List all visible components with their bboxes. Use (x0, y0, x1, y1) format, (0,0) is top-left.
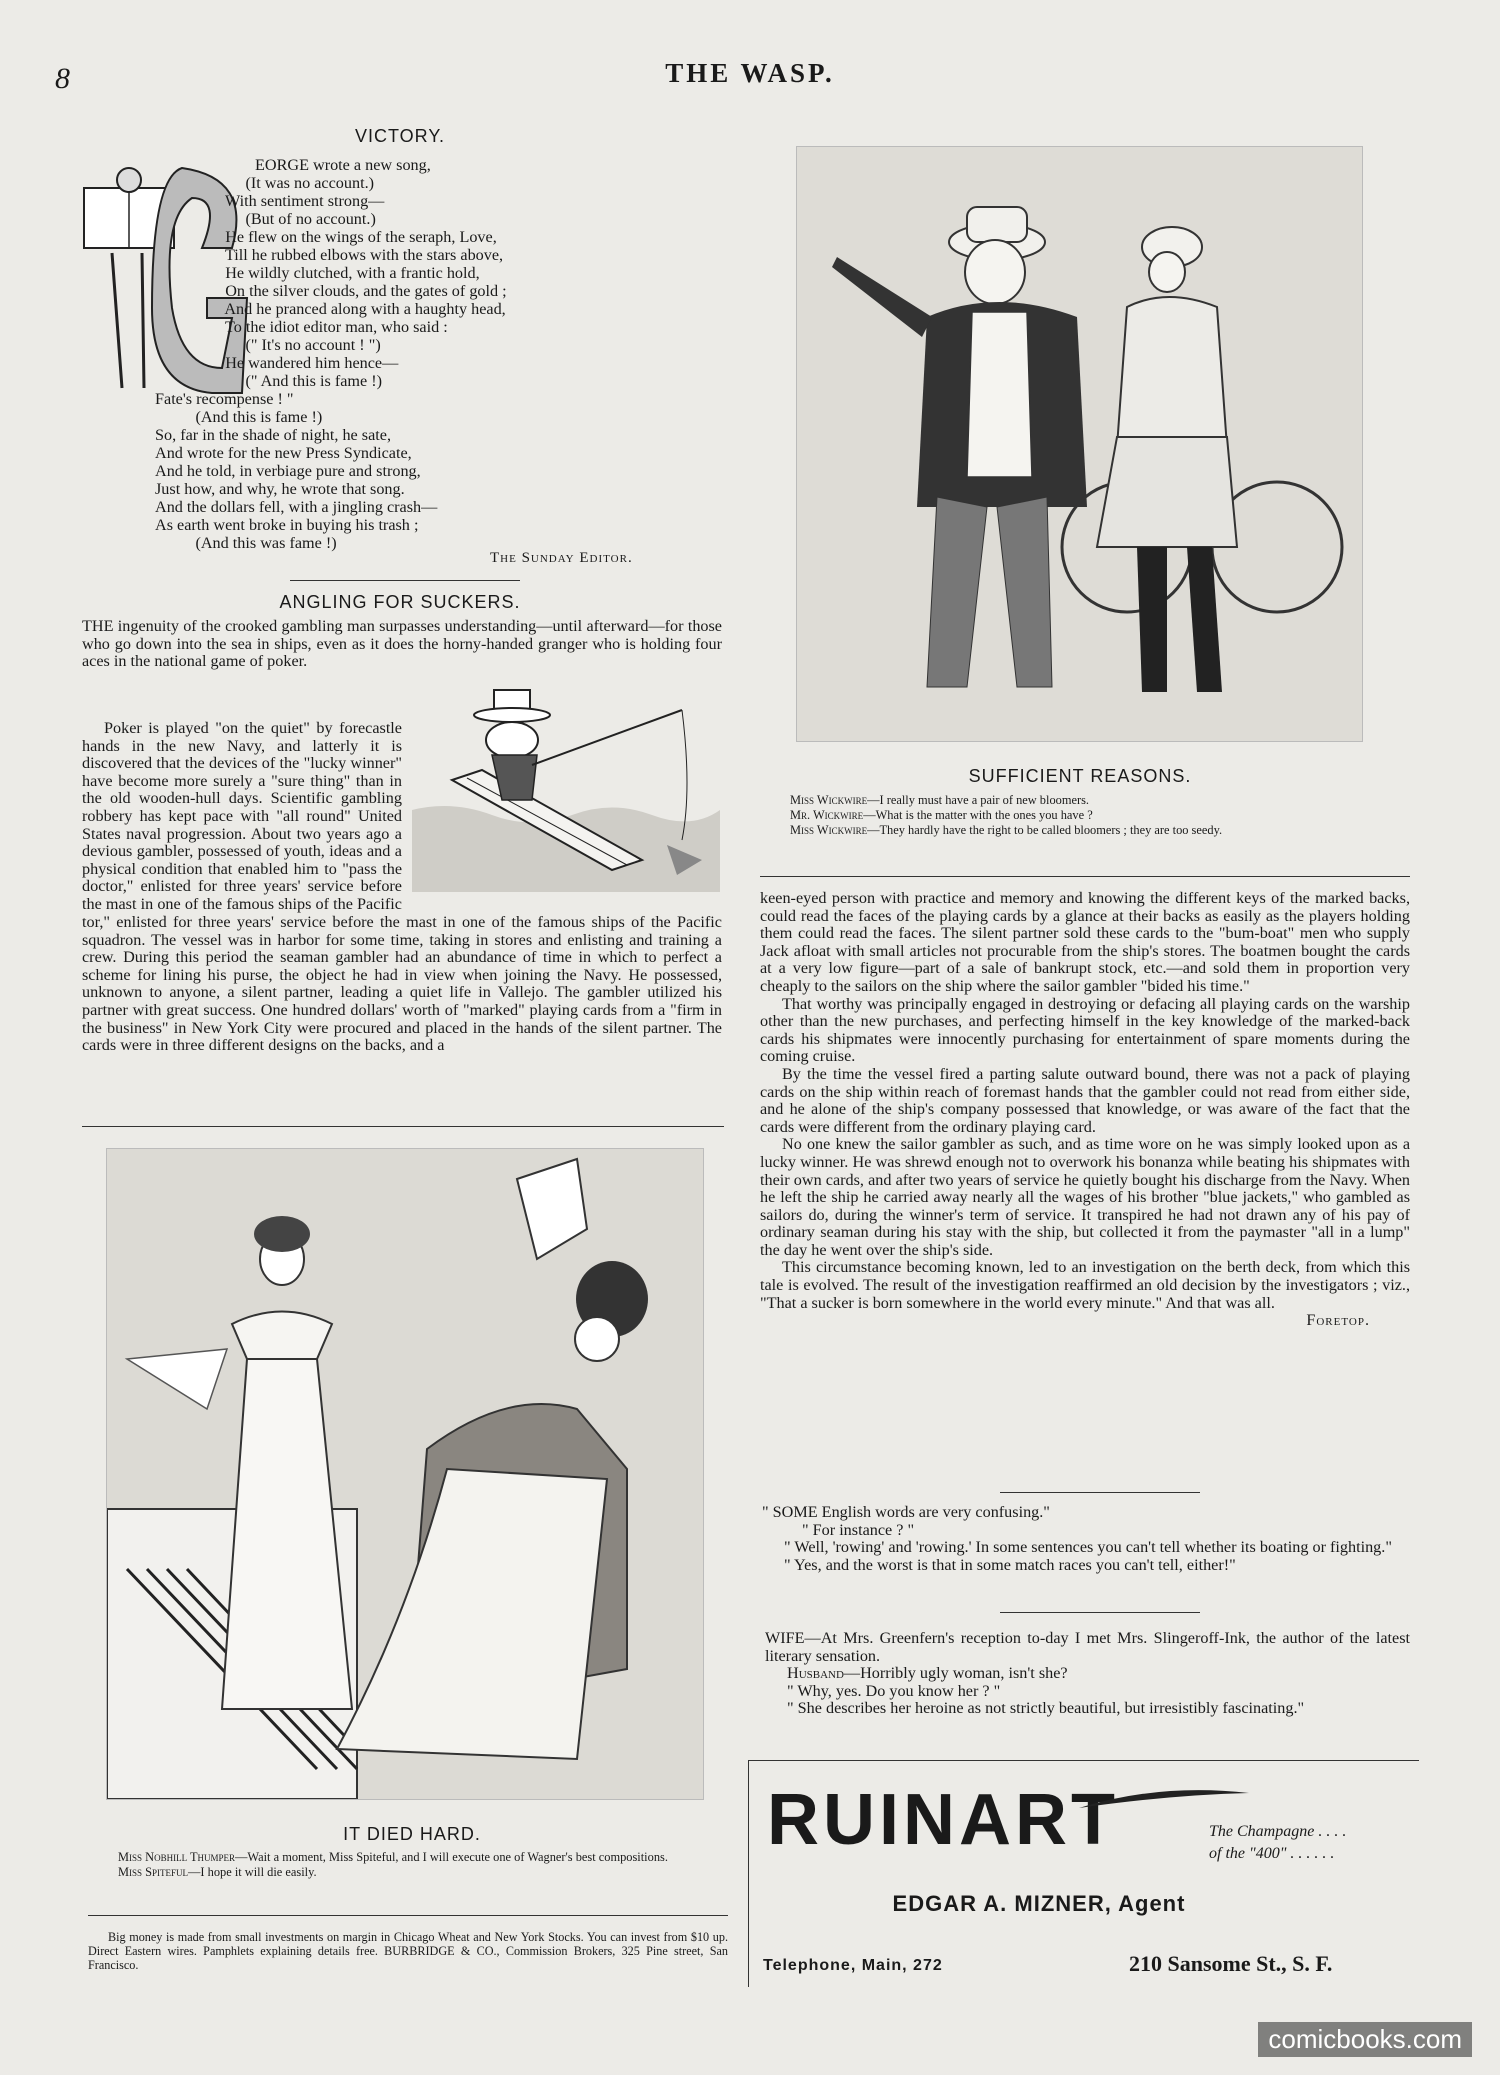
joke-line: " Why, yes. Do you know her ? " (787, 1681, 1001, 1700)
victory-poem (155, 156, 685, 552)
victory-title: VICTORY. (354, 126, 446, 146)
sufficient-title: SUFFICIENT REASONS. (968, 766, 1192, 786)
angling-para-3: keen-eyed person with practice and memory and knowing the different keys of the marked backs, could read the faces of the playing cards by a glance at their backs as easily as the players holding them could read the faces. The silent partner sold these cards to the "bum-boat" men who supply Jack afloat with small articles not procurable from the ship's stores. The boatmen bought the cards at a very low figure—part of a sale of bankrupt stock, etc.—and sold them in proportion very cheaply to the sailors on the ship where the sailor gambler "bided his time." (760, 889, 1410, 995)
ad-phone: Telephone, Main, 272 (763, 1957, 943, 1974)
poem-line: As earth went broke in buying his trash ; (155, 516, 419, 534)
sufficient-reasons-illustration (796, 146, 1363, 742)
angling-para-6: No one knew the sailor gambler as such, and as time wore on he was simply looked upon as a lucky winner. He was shrewd enough not to overwork his bonanza while beating his shipmates with their own cards, and after two years of service he quietly bought his discharge from the Navy. When he left the ship he carried away nearly all the wages of his brother "blue jackets," who gambled as sailors do, during the winner's term of service. It transpired he had not drawn any of his pay of ordinary seaman during his stay with the ship, but collected it from the paymaster "all in a lump" the day he went over the ship's side. (760, 1135, 1410, 1259)
joke-line: " She describes her heroine as not strictly beautiful, but irresistibly fascinating." (787, 1699, 1305, 1718)
flourish-icon (1079, 1783, 1249, 1813)
divider (88, 1915, 728, 1916)
poem-line: On the silver clouds, and the gates of gold ; (205, 282, 507, 300)
sufficient-caption (760, 793, 1408, 838)
speaker-name: Mr. Wickwire (790, 808, 864, 822)
page-number: 8 (55, 62, 70, 95)
angling-para-4: That worthy was principally engaged in destroying or defacing all playing cards on the warship other than the new purchases, and perfecting himself in the key knowledge of the marked-back cards his shipmates were innocently purchasing for entertainment of spare moments during the coming cruise. (760, 994, 1410, 1066)
angling-lead-text: THE ingenuity of the crooked gambling man surpasses understanding—until afterward—for those who go down into the sea in ships, even as it does the horny-handed granger who is holding four aces in the national game of poker. (82, 617, 722, 671)
watermark: comicbooks.com (1258, 2022, 1472, 2057)
commission-brokers-notice (88, 1930, 728, 1972)
poem-line: So, far in the shade of night, he sate, (155, 426, 392, 444)
ad-brand: RUINART (767, 1780, 1119, 1860)
poem-line: With sentiment strong— (205, 192, 385, 210)
poem-line: (But of no account.) (205, 210, 376, 228)
poem-line: And he pranced along with a haughty head, (205, 300, 506, 318)
divider (1000, 1612, 1200, 1613)
poem-line: He flew on the wings of the seraph, Love, (205, 228, 497, 246)
joke-wife-husband (765, 1630, 1410, 1718)
poem-line: To the idiot editor man, who said : (205, 318, 448, 336)
notice-text: Big money is made from small investments on margin in Chicago Wheat and New York Stocks. You can invest from $10 up. Direct Eastern wires. Pamphlets explaining details free. BURBRIDGE & CO., Commission Brokers, 325 Pine street, San Francisco. (88, 1930, 728, 1972)
ad-tagline-line: of the "400" . . . . . . (1209, 1845, 1335, 1862)
divider (1000, 1492, 1200, 1493)
poem-line: And wrote for the new Press Syndicate, (155, 444, 412, 462)
poem-line: Just how, and why, he wrote that song. (155, 480, 405, 498)
ruinart-advertisement (748, 1760, 1419, 1987)
poem-line: (" And this is fame !) (205, 372, 383, 390)
angling-para-2-continued: tor," enlisted for three years' service before the mast in one of the famous ships of the Pacific squadron. The vessel was in harbor for some time, taking in stores and enlisting and training a crew. During this period the seaman gambler had an abundance of time in which to perfect a scheme for lining his purse, the object he had in view when joining the Navy. He possessed, unknown to anyone, a silent partner, leading a quiet life in Vallejo. The gambler utilized his partner with great success. One hundred dollars' worth of "marked" playing cards from a "firm in the business" in New York City were procured and placed in the hands of the silent partner. The cards were in three different designs on the backs, and a (82, 913, 722, 1055)
joke-line: " Yes, and the worst is that in some match races you can't tell, either!" (784, 1555, 1236, 1574)
speaker-name: Miss Wickwire (790, 823, 868, 837)
poem-line: EORGE wrote a new song, (255, 156, 431, 174)
divider (82, 1126, 724, 1127)
angling-signature: Foretop. (1306, 1311, 1370, 1330)
died-title: IT DIED HARD. (343, 1824, 481, 1844)
poem-line: (It was no account.) (205, 174, 375, 192)
angling-para-7: This circumstance becoming known, led to an investigation on the berth deck, from which this tale is evolved. The result of the investigation reaffirmed an old decision by the investigators ; viz., "That a sucker is born somewhere in the world every minute." And that was all. (760, 1258, 1410, 1312)
joke-line: " Well, 'rowing' and 'rowing.' In some sentences you can't tell whether its boating or fighting." (784, 1538, 1392, 1557)
ad-tagline (1209, 1821, 1409, 1865)
poem-line: And he told, in verbiage pure and strong, (155, 462, 421, 480)
fisherman-boat-illustration (412, 670, 720, 892)
angling-lead (82, 618, 722, 671)
angling-para-2: Poker is played "on the quiet" by forecastle hands in the new Navy, and latterly it is discovered that the devices of the "lucky winner" have become more surely a "sure thing" than in the old wooden-hull days. Scientific gambling robbery has kept pace with "all round" United States naval progression. About two years ago a devious gambler, possessed of youth, ideas and a physical condition that enabled him to "pass the doctor," enlisted for three years' service before the mast in one of the famous ships of the Pacific (82, 720, 402, 913)
poem-line: He wildly clutched, with a frantic hold, (205, 264, 480, 282)
caption-text: —They hardly have the right to be called bloomers ; they are too seedy. (867, 823, 1223, 837)
caption-text: —I hope it will die easily. (188, 1865, 317, 1879)
poem-line: (" It's no account ! ") (205, 336, 381, 354)
poem-line: (And this was fame !) (155, 534, 337, 552)
joke-confusing-words (762, 1504, 1410, 1574)
ad-tagline-line: The Champagne . . . . (1209, 1823, 1347, 1840)
angling-body-narrow (82, 720, 402, 913)
caption-text: —What is the matter with the ones you have ? (863, 808, 1093, 822)
angling-title: ANGLING FOR SUCKERS. (279, 592, 521, 612)
speaker-name: Husband (787, 1664, 844, 1683)
divider (290, 580, 520, 581)
poem-line: (And this is fame !) (155, 408, 323, 426)
caption-text: —I really must have a pair of new bloomers. (867, 793, 1090, 807)
angling-para-5: By the time the vessel fired a parting salute outward bound, there was not a pack of playing cards on the ship within reach of foremast hands that the gambler could not read from either side, and he alone of the ship's company possessed that knowledge, or was aware of the fact that the cards were different from the ordinary playing card. (760, 1064, 1410, 1136)
poem-line: Fate's recompense ! " (155, 390, 294, 408)
died-caption (88, 1850, 728, 1880)
speaker-name: Miss Nobhill Thumper (118, 1850, 236, 1864)
ad-address: 210 Sansome St., S. F. (1129, 1951, 1333, 1976)
speaker-name: Miss Spiteful (118, 1865, 189, 1879)
victory-signature: The Sunday Editor. (490, 550, 633, 566)
joke-line: " For instance ? " (802, 1520, 915, 1539)
poem-line: He wandered him hence— (205, 354, 399, 372)
joke-line: " SOME English words are very confusing." (762, 1503, 1050, 1521)
caption-text: —Wait a moment, Miss Spiteful, and I will execute one of Wagner's best compositions. (235, 1850, 668, 1864)
it-died-hard-illustration (106, 1148, 704, 1800)
speaker-name: Miss Wickwire (790, 793, 868, 807)
poem-line: Till he rubbed elbows with the stars above, (205, 246, 504, 264)
joke-line: —Horribly ugly woman, isn't she? (843, 1664, 1068, 1683)
angling-continuation (760, 890, 1410, 1330)
angling-body-wide (82, 914, 722, 1055)
poem-line: And the dollars fell, with a jingling crash— (155, 498, 438, 516)
divider (760, 876, 1410, 877)
ad-agent: EDGAR A. MIZNER, Agent (892, 1891, 1186, 1916)
joke-line: WIFE—At Mrs. Greenfern's reception to-day I met Mrs. Slingeroff-Ink, the author of the latest literary sensation. (765, 1629, 1410, 1665)
masthead: THE WASP. (665, 58, 835, 88)
